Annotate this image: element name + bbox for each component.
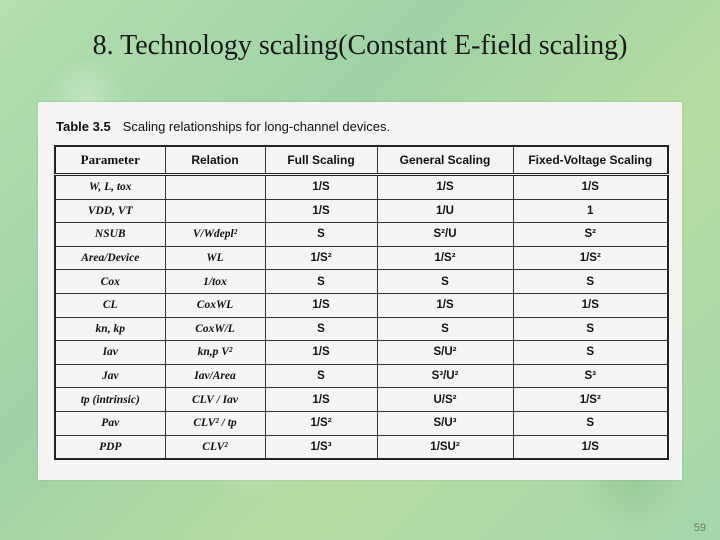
relation-cell: CoxWL bbox=[165, 293, 265, 317]
full-scaling-cell: S bbox=[265, 364, 377, 388]
general-scaling-cell: 1/S bbox=[377, 175, 513, 200]
general-scaling-cell: S²/U bbox=[377, 223, 513, 247]
parameter-cell: PDP bbox=[55, 435, 165, 459]
full-scaling-cell: 1/S bbox=[265, 175, 377, 200]
table-row bbox=[55, 317, 668, 341]
fixed-voltage-scaling-cell: S bbox=[513, 270, 668, 294]
general-scaling-cell: S/U² bbox=[377, 341, 513, 365]
table-caption bbox=[56, 119, 390, 134]
header-parameter: Parameter bbox=[55, 146, 165, 175]
table-row bbox=[55, 270, 668, 294]
table-row bbox=[55, 199, 668, 223]
table-caption-text: Scaling relationships for long-channel devices. bbox=[122, 119, 391, 134]
full-scaling-cell: 1/S bbox=[265, 388, 377, 412]
parameter-cell: tp (intrinsic) bbox=[55, 388, 165, 412]
general-scaling-cell: 1/S bbox=[377, 293, 513, 317]
parameter-cell: kn, kp bbox=[55, 317, 165, 341]
fixed-voltage-scaling-cell: 1/S² bbox=[513, 246, 668, 270]
fixed-voltage-scaling-cell: 1/S bbox=[513, 175, 668, 200]
table-row bbox=[55, 388, 668, 412]
fixed-voltage-scaling-cell: 1/S² bbox=[513, 388, 668, 412]
table-header bbox=[55, 146, 668, 175]
relation-cell: kn,p V² bbox=[165, 341, 265, 365]
general-scaling-cell: S/U³ bbox=[377, 411, 513, 435]
relation-cell bbox=[165, 199, 265, 223]
relation-cell: Iav/Area bbox=[165, 364, 265, 388]
table-row bbox=[55, 364, 668, 388]
relation-cell: 1/tox bbox=[165, 270, 265, 294]
fixed-voltage-scaling-cell: S bbox=[513, 341, 668, 365]
general-scaling-cell: 1/U bbox=[377, 199, 513, 223]
parameter-cell: Cox bbox=[55, 270, 165, 294]
relation-cell: CLV² / tp bbox=[165, 411, 265, 435]
header-relation: Relation bbox=[165, 146, 265, 175]
relation-cell: CLV / Iav bbox=[165, 388, 265, 412]
fixed-voltage-scaling-cell: S bbox=[513, 411, 668, 435]
scaling-table bbox=[54, 145, 669, 460]
relation-cell bbox=[165, 175, 265, 200]
table-row bbox=[55, 411, 668, 435]
full-scaling-cell: 1/S bbox=[265, 341, 377, 365]
table-row bbox=[55, 435, 668, 459]
fixed-voltage-scaling-cell: 1/S bbox=[513, 435, 668, 459]
relation-cell: CoxW/L bbox=[165, 317, 265, 341]
relation-cell: CLV² bbox=[165, 435, 265, 459]
fixed-voltage-scaling-cell: S² bbox=[513, 223, 668, 247]
page-number: 59 bbox=[693, 522, 706, 534]
full-scaling-cell: 1/S² bbox=[265, 411, 377, 435]
full-scaling-cell: 1/S² bbox=[265, 246, 377, 270]
parameter-cell: Area/Device bbox=[55, 246, 165, 270]
header-general-scaling: General Scaling bbox=[377, 146, 513, 175]
parameter-cell: CL bbox=[55, 293, 165, 317]
full-scaling-cell: 1/S bbox=[265, 199, 377, 223]
general-scaling-cell: U/S² bbox=[377, 388, 513, 412]
full-scaling-cell: S bbox=[265, 223, 377, 247]
parameter-cell: NSUB bbox=[55, 223, 165, 247]
general-scaling-cell: 1/S² bbox=[377, 246, 513, 270]
fixed-voltage-scaling-cell: S bbox=[513, 317, 668, 341]
full-scaling-cell: 1/S³ bbox=[265, 435, 377, 459]
full-scaling-cell: S bbox=[265, 270, 377, 294]
slide-title: 8. Technology scaling(Constant E-field scaling) bbox=[92, 30, 628, 61]
table-body bbox=[55, 175, 668, 460]
header-full-scaling: Full Scaling bbox=[265, 146, 377, 175]
fixed-voltage-scaling-cell: 1/S bbox=[513, 293, 668, 317]
table-caption-label: Table 3.5 bbox=[56, 119, 111, 134]
fixed-voltage-scaling-cell: 1 bbox=[513, 199, 668, 223]
parameter-cell: Iav bbox=[55, 341, 165, 365]
relation-cell: WL bbox=[165, 246, 265, 270]
table-row bbox=[55, 175, 668, 200]
parameter-cell: Jav bbox=[55, 364, 165, 388]
general-scaling-cell: S bbox=[377, 270, 513, 294]
table-row bbox=[55, 341, 668, 365]
full-scaling-cell: S bbox=[265, 317, 377, 341]
table-row bbox=[55, 223, 668, 247]
general-scaling-cell: 1/SU² bbox=[377, 435, 513, 459]
table-figure bbox=[38, 102, 682, 480]
parameter-cell: VDD, VT bbox=[55, 199, 165, 223]
header-fixed-voltage-scaling: Fixed-Voltage Scaling bbox=[513, 146, 668, 175]
general-scaling-cell: S bbox=[377, 317, 513, 341]
general-scaling-cell: S³/U² bbox=[377, 364, 513, 388]
fixed-voltage-scaling-cell: S³ bbox=[513, 364, 668, 388]
header-row bbox=[55, 146, 668, 175]
parameter-cell: Pav bbox=[55, 411, 165, 435]
relation-cell: V/Wdepl² bbox=[165, 223, 265, 247]
table-row bbox=[55, 246, 668, 270]
full-scaling-cell: 1/S bbox=[265, 293, 377, 317]
table-row bbox=[55, 293, 668, 317]
parameter-cell: W, L, tox bbox=[55, 175, 165, 200]
